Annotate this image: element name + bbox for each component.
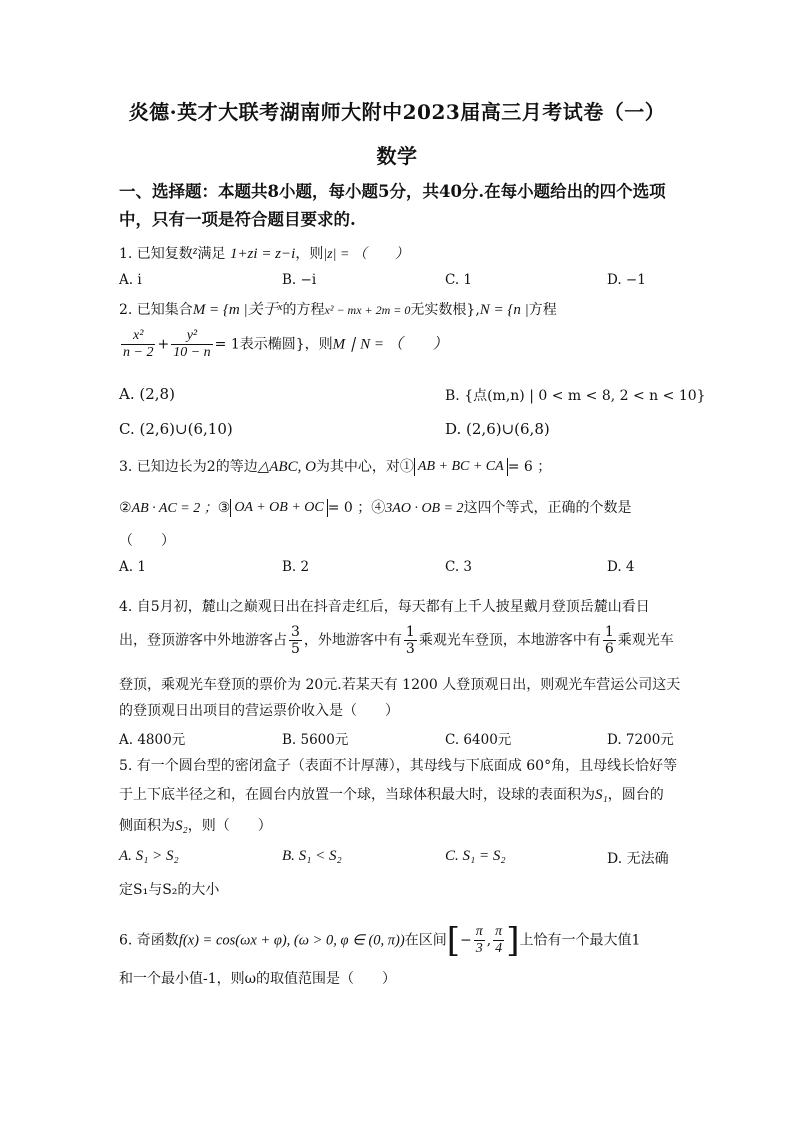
- q3-abs-expr1: [414, 458, 508, 476]
- q1-var-z: z: [192, 243, 198, 257]
- q2-fraction-2: [171, 328, 212, 361]
- q4-frac2-num: 1: [405, 624, 415, 640]
- q6-left-bracket: [: [446, 920, 460, 961]
- q4-fraction-1-6: [603, 624, 616, 657]
- question-1-stem: [119, 243, 684, 263]
- section-heading-line2: 中，只有一项是符合题目要求的.: [119, 210, 356, 229]
- q2-plus: +: [157, 336, 170, 353]
- q4-option-a: A. 4800元: [119, 732, 186, 748]
- q5-text-a: 于上下底半径之和，在圆台内放置一个球，当球体积最大时，设球的表面积为: [119, 787, 595, 803]
- question-4-line1: 4. 自5月初，麓山之巅观日出在抖音走红后，每天都有上千人披星戴月登顶岳麓山看日: [119, 599, 650, 615]
- q2-set-m: M = {m |关于: [192, 302, 278, 318]
- exam-title: 炎德·英才大联考湖南师大附中2023届高三月考试卷（一）: [128, 100, 666, 124]
- q3-expr3-tail: = 0 ；: [327, 500, 372, 516]
- q6-text-c: 在区间: [404, 932, 447, 949]
- q5-option-b: B. S₁ < S₂: [282, 848, 342, 864]
- q1-option-d: D. −1: [607, 272, 646, 288]
- q2-fraction-1: [121, 328, 155, 361]
- q3-mark-3: ③: [217, 500, 231, 516]
- q6-left-num: π: [475, 924, 483, 939]
- q3-text-c: 为其中心，对: [315, 459, 400, 475]
- q6-minus: −: [459, 932, 472, 949]
- q3-triangle: △ABC, O: [257, 459, 316, 475]
- q6-right-num: π: [495, 924, 503, 939]
- q5-option-c: C. S₁ = S₂: [445, 848, 506, 864]
- q6-frac-right: [493, 924, 504, 957]
- q4-text-a: 出，登顶游客中外地游客占: [119, 632, 287, 649]
- q3-option-c: C. 3: [445, 559, 473, 575]
- q2-frac1-den: n − 2: [123, 345, 154, 360]
- section-heading-line1: 一、选择题：本题共8小题，每小题5分，共40分.在每小题给出的四个选项: [119, 182, 666, 201]
- q3-vector-sum-3: OA + OB + OC: [234, 500, 324, 515]
- q5-text-b: ，圆台的: [607, 787, 664, 803]
- q4-frac2-den: 3: [405, 641, 415, 657]
- q2-option-c: C. (2,6)∪(6,10): [119, 420, 233, 438]
- q3-text-tail: 这四个等式，正确的个数是: [463, 500, 632, 516]
- q2-frac1-num: x²: [121, 328, 155, 345]
- q2-set-n: N = {n |: [479, 302, 529, 318]
- question-3-line2: [119, 497, 684, 517]
- q3-abs-expr3: [230, 499, 327, 517]
- q3-option-d: D. 4: [607, 559, 635, 575]
- q2-var-x: x: [277, 301, 283, 313]
- q3-option-b: B. 2: [282, 559, 310, 575]
- q3-expr1-tail: = 6 ；: [507, 459, 552, 475]
- subject-title: 数学: [376, 144, 418, 168]
- question-4-line4: 的登顶观日出项目的营运票价收入是（ ）: [119, 703, 399, 719]
- q5-text-d: ，则（ ）: [187, 818, 272, 834]
- question-5-line3: [119, 815, 684, 835]
- q1-text-c: ，则: [295, 246, 324, 262]
- q6-text-d: 上恰有一个最大值1: [519, 932, 641, 949]
- q2-option-b: B. {点(m,n) | 0 < m < 8, 2 < n < 10}: [445, 388, 706, 404]
- q6-right-bracket: ]: [506, 920, 520, 961]
- question-6-line2: 和一个最小值-1，则ω的取值范围是（ ）: [119, 971, 397, 987]
- q6-left-den: 3: [475, 941, 483, 956]
- q6-comma: ,: [486, 932, 492, 949]
- q2-option-d: D. (2,6)∪(6,8): [445, 420, 550, 438]
- q2-frac2-den: 10 − n: [173, 345, 211, 360]
- question-2-line1: [119, 298, 684, 319]
- q5-text-c: 侧面积为: [119, 818, 175, 834]
- q1-option-a: A. i: [119, 272, 142, 288]
- question-6-line1: [119, 920, 684, 961]
- q4-frac1-num: 3: [291, 624, 300, 640]
- q4-text-c: 乘观光车登顶，本地游客中有: [418, 632, 601, 649]
- question-5-line1: 5. 有一个圆台型的密闭盒子（表面不计厚薄），其母线与下底面成 60°角，且母线长恰好等: [119, 758, 678, 774]
- question-3-line1: [119, 456, 684, 476]
- q4-text-d: 乘观光车: [617, 632, 674, 649]
- q2-text-d: 的方程: [282, 302, 325, 318]
- q2-text-a: 2. 已知集合: [119, 302, 193, 318]
- q4-option-c: C. 6400元: [445, 732, 512, 748]
- q5-option-a: A. S₁ > S₂: [119, 848, 179, 864]
- q4-option-b: B. 5600元: [282, 732, 349, 748]
- q1-option-c: C. 1: [445, 272, 473, 288]
- q6-frac-left: [474, 924, 485, 957]
- q3-expr4: 3AO · OB = 2: [385, 501, 464, 516]
- section-heading: [119, 178, 679, 234]
- q2-text-h: 方程: [528, 302, 557, 318]
- q3-option-a: A. 1: [119, 559, 146, 575]
- q2-question: M ∣ N = （ ）: [332, 336, 448, 353]
- q5-option-d: D. 无法确: [607, 851, 669, 867]
- q3-mark-2: ②: [119, 500, 132, 516]
- q4-frac1-den: 5: [291, 641, 300, 657]
- question-2-line2: [119, 328, 684, 361]
- q1-question: |z| = （ ）: [323, 247, 409, 262]
- q1-text-a: 1. 已知复数: [119, 246, 193, 262]
- q2-option-a: A. (2,8): [119, 385, 175, 403]
- q1-equation: 1+zi = z−i: [229, 246, 296, 262]
- q4-frac3-num: 1: [604, 624, 614, 640]
- q3-dot-product: AB · AC = 2 ；: [131, 501, 218, 516]
- q4-option-d: D. 7200元: [607, 732, 674, 748]
- q5-s1: S₁: [595, 787, 608, 803]
- q4-text-b: ，外地游客中有: [303, 632, 402, 649]
- question-4-line3: 登顶，乘观光车登顶的票价为 20元.若某天有 1200 人登顶观日出，则观光车营运公司这天: [119, 677, 681, 693]
- q6-text-a: 6. 奇函数: [119, 932, 179, 949]
- q3-text-a: 3. 已知边长为2的等边: [119, 459, 258, 475]
- q3-mark-4: ④: [371, 500, 386, 516]
- q1-option-b: B. −i: [282, 272, 317, 288]
- q4-fraction-3-5: [289, 624, 302, 657]
- question-3-line3: （ ）: [119, 533, 175, 549]
- question-4-line2: [119, 624, 684, 657]
- q2-quadratic: x² − mx + 2m = 0: [324, 303, 411, 317]
- q2-text-tail: = 1表示椭圆}，则: [214, 336, 333, 353]
- question-5-line2: [119, 784, 684, 804]
- q3-vector-sum-1: AB + BC + CA: [417, 459, 504, 474]
- q6-function: f(x) = cos(ωx + φ), (ω > 0, φ ∈ (0, π)): [178, 932, 405, 949]
- q6-right-den: 4: [495, 941, 503, 956]
- q4-frac3-den: 6: [604, 641, 614, 657]
- q1-text-b: 满足: [197, 246, 226, 262]
- q2-frac2-num: y²: [171, 328, 212, 345]
- q5-s2: S₂: [175, 818, 188, 834]
- q3-mark-1: ①: [399, 459, 414, 475]
- q4-fraction-1-3: [404, 624, 417, 657]
- q2-text-f: 无实数根},: [410, 302, 480, 318]
- q5-option-d-continued: 定S₁与S₂的大小: [119, 882, 220, 898]
